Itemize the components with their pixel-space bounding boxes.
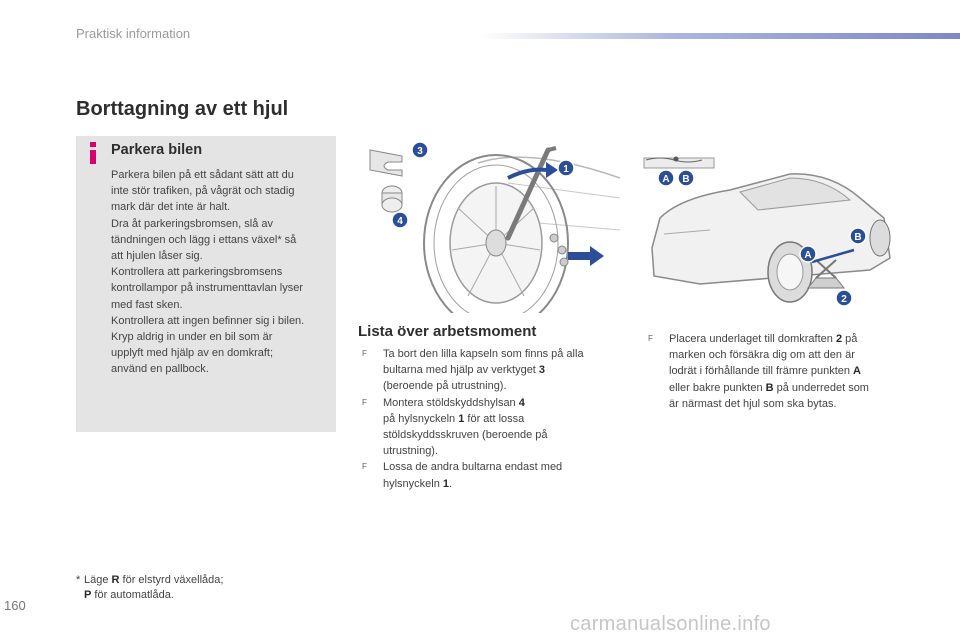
tool-number: 4: [518, 396, 525, 409]
footnote-text: Läge: [84, 574, 112, 586]
info-line: Dra åt parkeringsbromsen, slå av: [111, 217, 274, 230]
info-line: med fast sken.: [111, 298, 183, 311]
tool-number: 1: [458, 412, 465, 425]
info-line: Parkera bilen på ett sådant sätt att du: [111, 169, 294, 181]
page-number: 160: [4, 598, 26, 613]
step-bullet: F: [362, 397, 367, 407]
step-item: [358, 346, 620, 395]
callout-a-label: A: [662, 174, 670, 185]
page-title: Borttagning av ett hjul: [76, 98, 289, 120]
step-text: på: [842, 333, 858, 345]
steps-list-right: [644, 331, 896, 412]
step-text: Montera stöldskyddshylsan: [383, 396, 519, 409]
step-text: marken och försäkra dig om att den är: [669, 349, 855, 362]
callout-1: [558, 160, 574, 176]
callout-b-car-label: B: [854, 232, 862, 243]
info-icon: [87, 142, 99, 164]
step-text: lodrät i förhållande till främre punkten: [669, 365, 854, 378]
step-bullet: F: [362, 349, 367, 358]
tool-number: 3: [538, 364, 546, 377]
callout-2: [836, 290, 852, 306]
step-text: för att lossa: [464, 412, 525, 425]
info-line: Kryp aldrig in under en bil som är: [111, 331, 273, 344]
info-line: kontrollampor på instrumenttavlan lyser: [111, 282, 303, 295]
info-box-heading: Parkera bilen: [111, 142, 203, 158]
step-text: bultarna med hjälp av verktyget: [383, 364, 539, 377]
header-gradient-bar: [480, 33, 960, 39]
steps-heading: Lista över arbetsmoment: [358, 323, 537, 340]
wheel-removal-illustration: [358, 138, 620, 313]
footnote-text: för automatlåda.: [91, 589, 174, 601]
section-label: Praktisk information: [76, 26, 191, 41]
step-text: på hylsnyckeln: [383, 412, 459, 425]
callout-4: [392, 212, 408, 228]
step-text: Lossa de andra bultarna endast med: [383, 461, 563, 474]
step-text: eller bakre punkten: [669, 381, 766, 394]
callout-3-label: 3: [417, 146, 423, 157]
step-text: på underredet som: [773, 381, 869, 394]
callout-b-top: [678, 170, 694, 186]
step-text: .: [449, 477, 453, 490]
footnote: [76, 573, 223, 603]
car-jack-illustration: [640, 138, 896, 313]
point-key: A: [853, 365, 861, 378]
info-line: mark där det inte är halt.: [111, 201, 231, 214]
step-text: Ta bort den lilla kapseln som finns på alla: [383, 348, 584, 360]
watermark: carmanualsonline.info: [570, 613, 771, 635]
info-line: att hjulen låser sig.: [111, 250, 203, 263]
step-text: Placera underlaget till domkraften: [669, 333, 836, 345]
steps-list-left: [358, 346, 620, 492]
callout-a-top: [658, 170, 674, 186]
info-line: upplyft med hjälp av en domkraft;: [111, 347, 274, 360]
step-item: [358, 395, 620, 460]
callout-2-label: 2: [841, 294, 847, 305]
gear-key: P: [84, 589, 92, 601]
callout-4-label: 4: [397, 216, 403, 227]
info-line: Kontrollera att parkeringsbromsens: [111, 266, 283, 279]
step-text: stöldskyddsskruven (beroende på: [383, 429, 548, 442]
callout-b-label: B: [682, 174, 690, 185]
gear-key: R: [111, 574, 120, 586]
tool-number: 2: [835, 333, 843, 345]
callout-a-car-label: A: [804, 250, 812, 261]
tool-number: 1: [442, 477, 450, 490]
callout-1-label: 1: [563, 164, 569, 175]
step-bullet: F: [648, 334, 653, 343]
step-text: (beroende på utrustning).: [383, 380, 507, 393]
footnote-text: för elstyrd växellåda;: [119, 574, 224, 586]
step-item: [358, 459, 620, 491]
callout-b-car: [850, 228, 866, 244]
step-text: hylsnyckeln: [383, 477, 443, 490]
info-line: tändningen och lägg i ettans växel* så: [111, 233, 297, 246]
point-key: B: [765, 381, 774, 394]
info-line: inte stör trafiken, på vågrät och stadig: [111, 185, 295, 198]
step-text: utrustning).: [383, 445, 439, 458]
info-box-text: [111, 167, 333, 378]
callout-3: [412, 142, 428, 158]
step-item: [644, 331, 896, 412]
callout-a-car: [800, 246, 816, 262]
info-line: Kontrollera att ingen befinner sig i bilen.: [111, 314, 305, 327]
step-text: är närmast det hjul som ska bytas.: [669, 397, 837, 410]
step-bullet: F: [362, 462, 367, 472]
footnote-asterisk: *: [76, 574, 81, 586]
info-line: använd en pallbock.: [111, 363, 209, 376]
